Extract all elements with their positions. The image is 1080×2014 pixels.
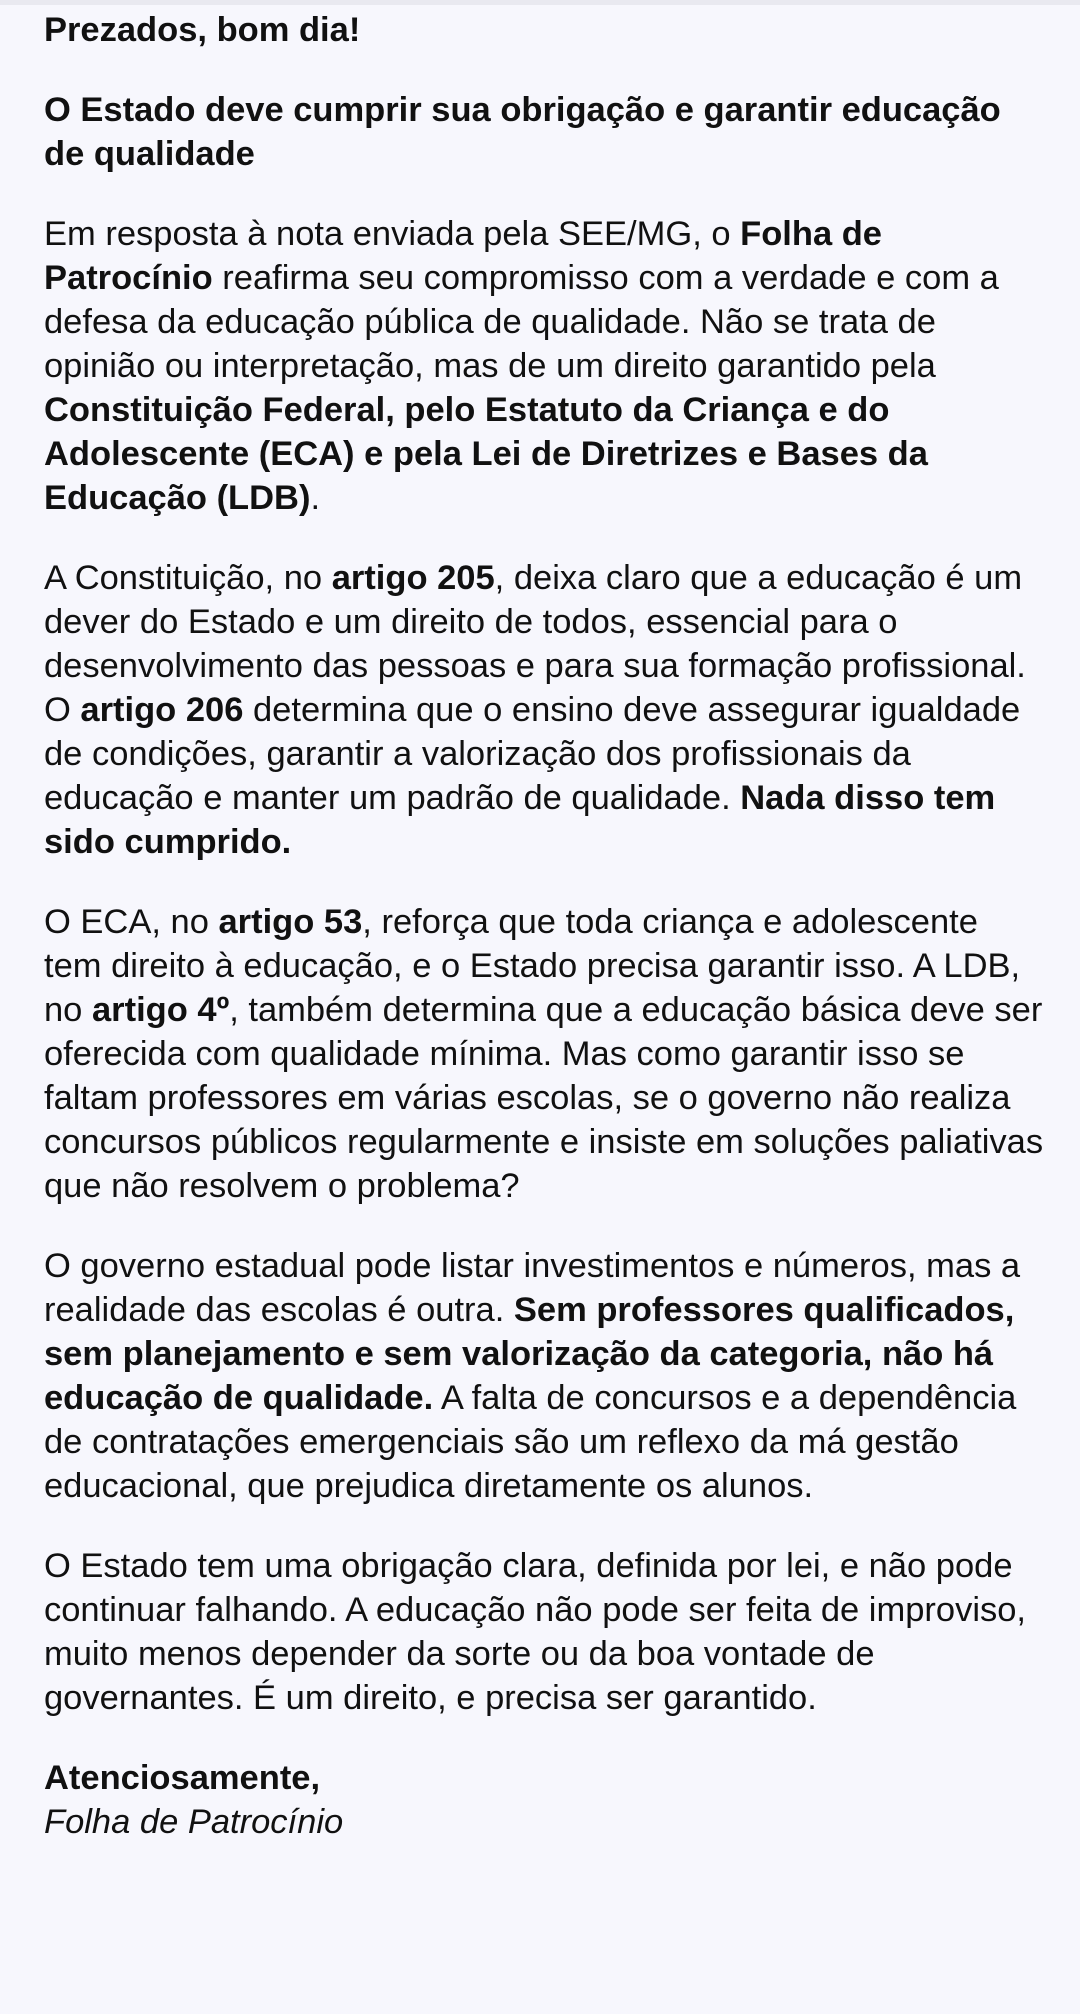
- bold-text: Sem professores qualificados, sem planejamento e sem valorização da categoria, não há educação de qualidade.: [44, 1291, 1015, 1417]
- paragraph-constitution: [44, 556, 1044, 864]
- text-span: .: [310, 479, 321, 517]
- bold-text: artigo 205: [331, 559, 495, 597]
- bold-text: Folha de Patrocínio: [44, 215, 882, 297]
- text-span: A falta de concursos e a dependência de contratações emergenciais são um reflexo da má gestão educacional, que prejudica diretamente os alunos.: [44, 1379, 1017, 1505]
- bold-text: artigo 206: [80, 691, 244, 729]
- bold-text: Nada disso tem sido cumprido.: [44, 779, 996, 861]
- paragraph-response: [44, 212, 1044, 520]
- text-span: reafirma seu compromisso com a verdade e com a defesa da educação pública de qualidade. Não se trata de opinião ou interpretação, mas de um direito garantido pela: [44, 259, 999, 385]
- text-span: Em resposta à nota enviada pela SEE/MG, o: [44, 215, 741, 253]
- sign-off: [44, 1756, 1044, 1844]
- bold-text: artigo 53: [218, 903, 363, 941]
- text-span: , deixa claro que a educação é um dever do Estado e um direito de todos, essencial para o desenvolvimento das pessoas e para sua formação profissional. O: [44, 559, 1026, 729]
- text-span: A Constituição, no: [44, 559, 332, 597]
- text-span: O ECA, no: [44, 903, 219, 941]
- greeting: Prezados, bom dia!: [44, 11, 361, 49]
- paragraph-eca-ldb: [44, 900, 1044, 1208]
- text-span: , também determina que a educação básica deve ser oferecida com qualidade mínima. Mas como garantir isso se faltam professores em várias escolas, se o governo não realiza concursos públicos regularmente e insiste em soluções paliativas que não resolvem o problema?: [44, 991, 1044, 1205]
- message-title: O Estado deve cumprir sua obrigação e garantir educação de qualidade: [44, 91, 1001, 173]
- message-body: [44, 8, 1044, 1844]
- closing-text: Atenciosamente,: [44, 1759, 321, 1797]
- bold-text: artigo 4º: [91, 991, 230, 1029]
- paragraph-government: [44, 1244, 1044, 1508]
- bold-text: Constituição Federal, pelo Estatuto da Criança e do Adolescente (ECA) e pela Lei de Diretrizes e Bases da Educação (LDB): [44, 391, 928, 517]
- text-span: determina que o ensino deve assegurar igualdade de condições, garantir a valorização dos profissionais da educação e manter um padrão de qualidade.: [44, 691, 1021, 817]
- top-edge-divider: [0, 0, 1080, 5]
- paragraph-obligation: O Estado tem uma obrigação clara, definida por lei, e não pode continuar falhando. A educação não pode ser feita de improviso, muito menos depender da sorte ou da boa vontade de governantes. É um direito, e precisa ser garantido.: [44, 1547, 1027, 1717]
- signature-text: Folha de Patrocínio: [44, 1803, 344, 1841]
- text-span: O governo estadual pode listar investimentos e números, mas a realidade das escolas é outra.: [44, 1247, 1021, 1329]
- text-span: , reforça que toda criança e adolescente tem direito à educação, e o Estado precisa garantir isso. A LDB, no: [44, 903, 1021, 1029]
